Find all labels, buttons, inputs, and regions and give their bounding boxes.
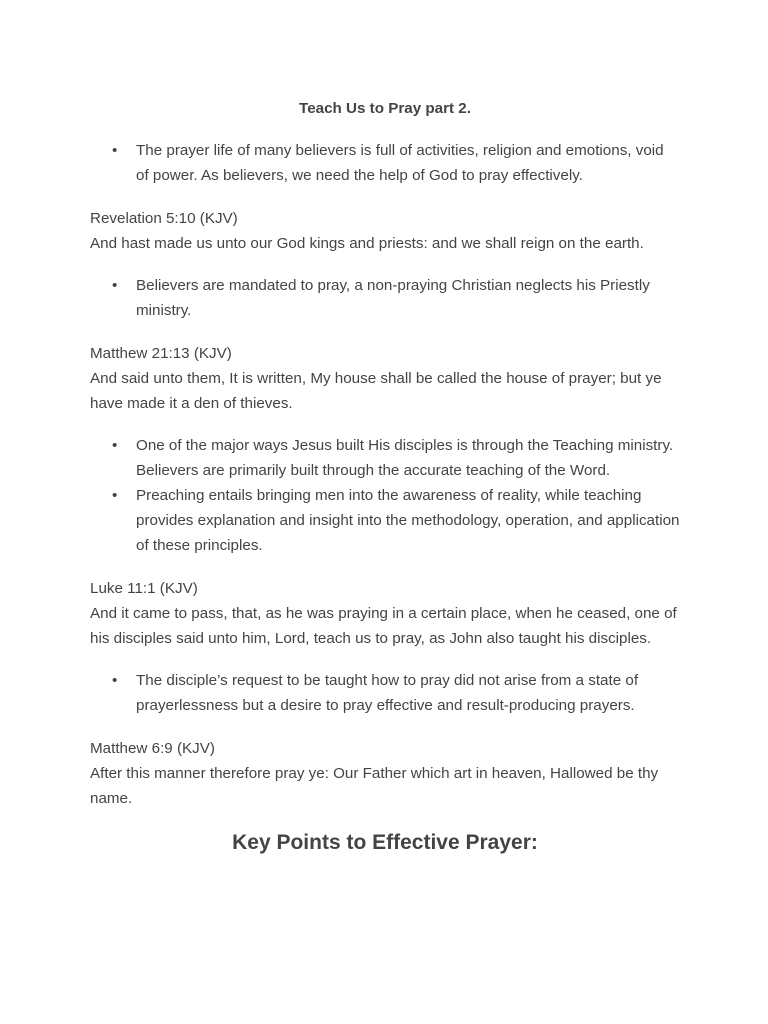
scripture-text: After this manner therefore pray ye: Our Father which art in heaven, Hallowed be thy name. (90, 765, 659, 807)
document-page (90, 96, 680, 857)
section-heading: Key Points to Effective Prayer: (232, 831, 538, 854)
bullet-text: Believers are mandated to pray, a non-praying Christian neglects his Priestly ministry. (136, 277, 650, 319)
bullet-icon: • (112, 142, 118, 159)
bullet-text: Preaching entails bringing men into the awareness of reality, while teaching provides explanation and insight into the methodology, operation, and application of these principles. (136, 487, 680, 554)
document-title: Teach Us to Pray part 2. (299, 100, 471, 117)
scripture-block (90, 341, 680, 416)
scripture-reference: Matthew 6:9 (KJV) (90, 740, 215, 757)
bullet-item (90, 433, 680, 483)
scripture-reference: Luke 11:1 (KJV) (90, 580, 198, 597)
bullet-item (90, 138, 680, 188)
bullet-icon: • (112, 437, 118, 454)
scripture-text: And hast made us unto our God kings and priests: and we shall reign on the earth. (90, 235, 644, 252)
scripture-text: And it came to pass, that, as he was praying in a certain place, when he ceased, one of his disciples said unto him, Lord, teach us to pray, as John also taught his disciples. (90, 605, 677, 647)
scripture-block (90, 576, 680, 651)
bullet-text: The disciple’s request to be taught how to pray did not arise from a state of prayerlessness but a desire to pray effective and result-producing prayers. (136, 672, 639, 714)
bullet-list (90, 273, 680, 323)
bullet-text: One of the major ways Jesus built His disciples is through the Teaching ministry. Believers are primarily built through the accurate teaching of the Word. (136, 437, 674, 479)
bullet-list (90, 138, 680, 188)
bullet-icon: • (112, 487, 118, 504)
scripture-block (90, 736, 680, 811)
bullet-item (90, 273, 680, 323)
bullet-item (90, 483, 680, 558)
bullet-list (90, 668, 680, 718)
bullet-icon: • (112, 277, 118, 294)
scripture-text: And said unto them, It is written, My house shall be called the house of prayer; but ye have made it a den of thieves. (90, 370, 662, 412)
scripture-reference: Matthew 21:13 (KJV) (90, 345, 232, 362)
bullet-list (90, 433, 680, 558)
bullet-item (90, 668, 680, 718)
scripture-reference: Revelation 5:10 (KJV) (90, 210, 238, 227)
scripture-block (90, 206, 680, 256)
bullet-icon: • (112, 672, 118, 689)
bullet-text: The prayer life of many believers is full of activities, religion and emotions, void of power. As believers, we need the help of God to pray effectively. (136, 142, 664, 184)
